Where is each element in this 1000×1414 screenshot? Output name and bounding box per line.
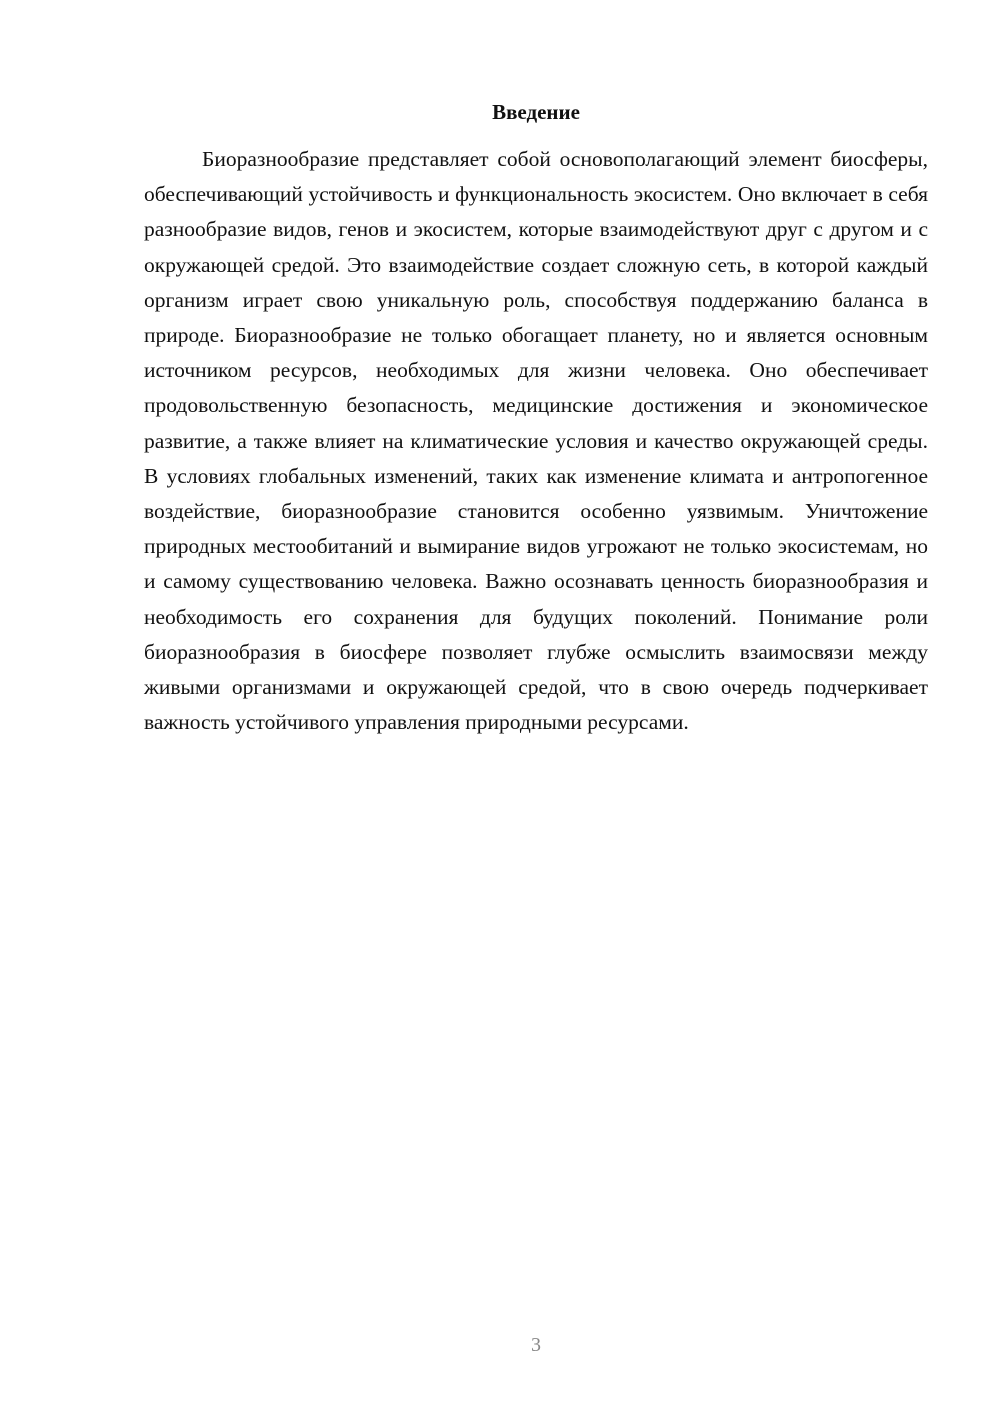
section-title: Введение [492,100,580,124]
body-paragraph: Биоразнообразие представляет собой основополагающий элемент биосферы, обеспечивающий устойчивость и функциональность экосистем. Оно включает в себя разнообразие видов, генов и экосистем, которые взаимодействуют друг с другом и с окружающей средой. Это взаимодействие создает сложную сеть, в которой каждый организм играет свою уникальную роль, способствуя поддержанию баланса в природе. Биоразнообразие не только обогащает планету, но и является основным источником ресурсов, необходимых для жизни человека. Оно обеспечивает продовольственную безопасность, медицинские достижения и экономическое развитие, а также влияет на климатические условия и качество окружающей среды. В условиях глобальных изменений, таких как изменение климата и антропогенное воздействие, биоразнообразие становится особенно уязвимым. Уничтожение природных местообитаний и вымирание видов угрожают не только экосистемам, но и самому существованию человека. Важно осознавать ценность биоразнообразия и необходимость его сохранения для будущих поколений. Понимание роли биоразнообразия в биосфере позволяет глубже осмыслить взаимосвязи между живыми организмами и окружающей средой, что в свою очередь подчеркивает важность устойчивого управления природными ресурсами. [144,147,928,735]
page-number: 3 [531,1334,541,1356]
